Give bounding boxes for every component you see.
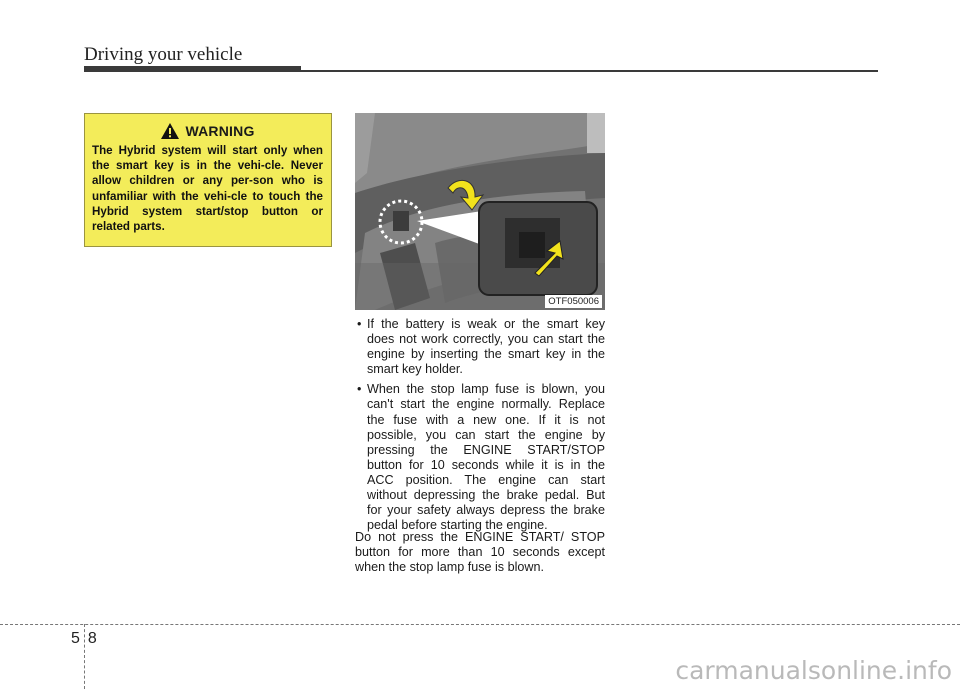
footer-divider: [0, 624, 960, 625]
page-number: 58: [71, 630, 105, 647]
bullet-item: • When the stop lamp fuse is blown, you can't start the engine normally. Replace the fuse with a new one. If it is not possible, you can start the engine by pressing the ENGINE START/STOP button for 10 seconds while it is in the ACC position. The engine can start without depressing the brake pedal. But for your safety always depress the brake pedal before starting the engine.: [355, 382, 605, 533]
warning-title: WARNING: [185, 123, 255, 139]
dashboard-illustration: [355, 113, 605, 310]
header-rule-thick: [84, 66, 301, 72]
bullet-item: • If the battery is weak or the smart key does not work correctly, you can start the engine by inserting the smart key in the smart key holder.: [355, 317, 605, 377]
header-title: Driving your vehicle: [84, 44, 243, 65]
warning-header: [92, 122, 323, 140]
figure-caption: OTF050006: [545, 295, 602, 308]
warning-text: The Hybrid system will start only when the smart key is in the vehi-cle. Never allow children or any per-son who is unfamiliar with the vehi-cle to touch the Hybrid system start/stop button or related parts.: [92, 144, 323, 234]
watermark: carmanualsonline.info: [675, 656, 952, 685]
warning-triangle-icon: [160, 122, 180, 140]
warning-box: [84, 113, 332, 247]
bullet-list: [355, 317, 605, 538]
smart-key-holder-figure: [355, 113, 605, 310]
closing-paragraph: Do not press the ENGINE START/ STOP button for more than 10 seconds except when the stop lamp fuse is blown.: [355, 530, 605, 575]
header-rule-thin: [301, 70, 878, 72]
